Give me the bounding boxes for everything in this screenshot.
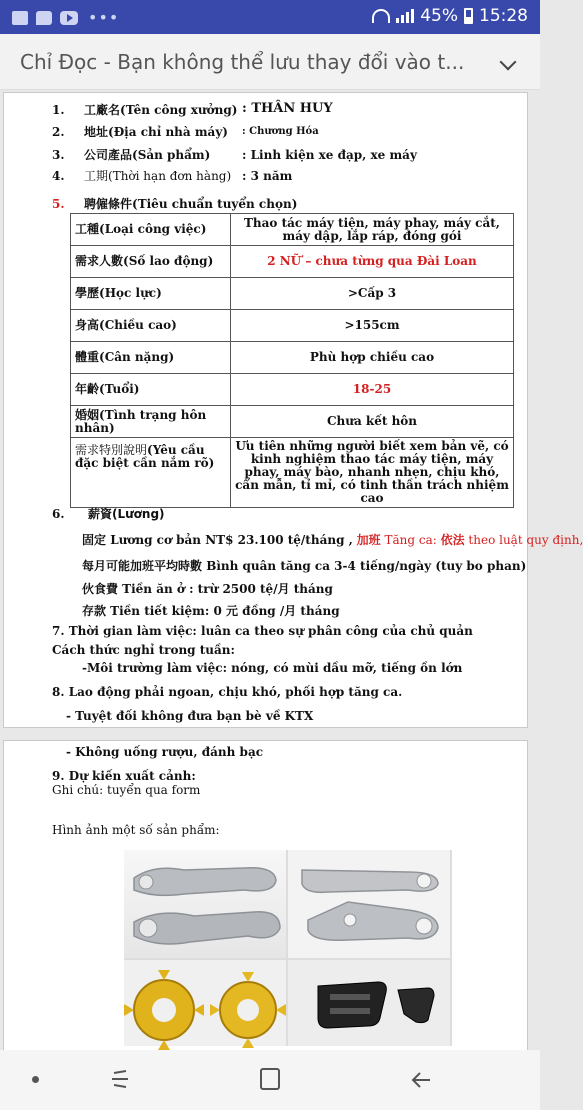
table-row [71,374,514,406]
item-label: 聘僱條件(Tiêu chuẩn tuyển chọn) [84,197,298,211]
product-photo-gold-sprockets [124,960,286,1046]
item-value: : 3 năm [242,169,293,183]
item-number: 2. [52,125,65,139]
item-number: 1. [52,103,65,117]
item-value: : THÂN HUY [242,101,333,116]
salary-fixed: 固定 Lương cơ bản NT$ 23.100 tệ/tháng , 加班 Tăng ca: 依法 theo luật quy định, [82,533,583,547]
table-key: 工種(Loại công việc) [71,214,231,246]
table-key: 需求特別說明(Yêu cầu đặc biệt cần nắm rõ) [71,438,231,508]
battery-percent: 45% [420,6,458,26]
item-label: 公司產品(Sản phẩm) [84,148,211,162]
more-notifications-icon: ••• [88,8,120,27]
battery-icon [464,8,473,24]
item-number: 6. [52,507,65,521]
table-value: Ưu tiên những người biết xem bản vẽ, có kinh nghiệm thao tác máy tiện, máy phay, máy bào, nhanh nhẹn, chịu khó, cẩn mẫn, tỉ mỉ, có tinh thần trách nhiệm cao [231,438,514,508]
item-value: : Linh kiện xe đạp, xe máy [242,148,417,162]
table-value: 2 NỮ – chưa từng qua Đài Loan [231,246,514,278]
salary-food: 伙食費 Tiền ăn ở : trừ 2500 tệ/月 tháng [82,582,333,596]
table-key: 學歷(Học lực) [71,278,231,310]
table-key: 年齡(Tuổi) [71,374,231,406]
product-photo-aluminum-arms [124,850,286,958]
item-8: 8. Lao động phải ngoan, chịu khó, phối hợp tăng ca. [52,685,403,699]
product-photo-black-pedals [288,960,450,1046]
system-navigation-bar [0,1050,540,1110]
product-photo-brackets [288,850,450,958]
item-9: 9. Dự kiến xuất cảnh: [52,769,196,783]
table-key: 需求人數(Số lao động) [71,246,231,278]
table-value: >Cấp 3 [231,278,514,310]
table-value: >155cm [231,310,514,342]
product-photos [124,850,452,1046]
item-number: 5. [52,197,65,211]
table-value: 18-25 [231,374,514,406]
keyboard-hide-dot-icon[interactable] [32,1076,39,1083]
work-environment: -Môi trường làm việc: nóng, có mùi dầu mỡ, tiếng ồn lớn [82,661,463,675]
signal-icon [396,9,414,23]
item-number: 3. [52,148,65,162]
table-row [71,342,514,374]
youtube-notification-icon [60,11,78,25]
table-key: 身高(Chiều cao) [71,310,231,342]
requirements-table [70,213,514,508]
images-caption: Hình ảnh một số sản phẩm: [52,823,220,837]
item-7: 7. Thời gian làm việc: luân ca theo sự phân công của chủ quản [52,624,473,638]
back-icon[interactable] [410,1068,434,1092]
item-label: 工廠名(Tên công xưởng) [84,103,238,117]
wifi-icon [372,9,390,23]
document-title-bar[interactable] [0,34,540,90]
table-key: 婚姻(Tình trạng hôn nhân) [71,406,231,438]
message-notification-icon [36,11,52,25]
table-value: Chưa kết hôn [231,406,514,438]
rule-no-guests: - Tuyệt đối không đưa bạn bè về KTX [66,709,314,723]
clock: 15:28 [479,6,528,26]
document-page-1 [3,92,583,728]
salary-overtime: 每月可能加班平均時數 Bình quân tăng ca 3-4 tiếng/ngày (tuy bo phan) [82,559,527,573]
table-row [71,214,514,246]
item-label: 地址(Địa chỉ nhà máy) [84,125,228,139]
gallery-notification-icon [12,11,28,25]
rest-schedule: Cách thức nghỉ trong tuần: [52,643,235,657]
table-row [71,310,514,342]
item-label: 工期(Thời hạn đơn hàng) [84,169,232,183]
table-value: Thao tác máy tiện, máy phay, máy cắt, máy dập, lắp ráp, đóng gói [231,214,514,246]
table-row [71,406,514,438]
salary-heading: 薪資(Lương) [88,507,165,521]
document-title: Chỉ Đọc - Bạn không thể lưu thay đổi vào t... [20,50,465,74]
note: Ghi chú: tuyển qua form [52,783,201,797]
item-number: 4. [52,169,65,183]
table-row [71,438,514,508]
table-key: 體重(Cân nặng) [71,342,231,374]
chevron-down-icon[interactable] [500,54,517,71]
table-row [71,278,514,310]
rule-no-alcohol: - Không uống rượu, đánh bạc [66,745,264,759]
status-bar [0,0,540,34]
item-value: : Chương Hóa [242,126,319,137]
salary-savings: 存款 Tiền tiết kiệm: 0 元 đồng /月 tháng [82,604,340,618]
recent-apps-icon[interactable] [110,1068,130,1090]
table-row [71,246,514,278]
table-value: Phù hợp chiều cao [231,342,514,374]
home-icon[interactable] [260,1068,280,1090]
